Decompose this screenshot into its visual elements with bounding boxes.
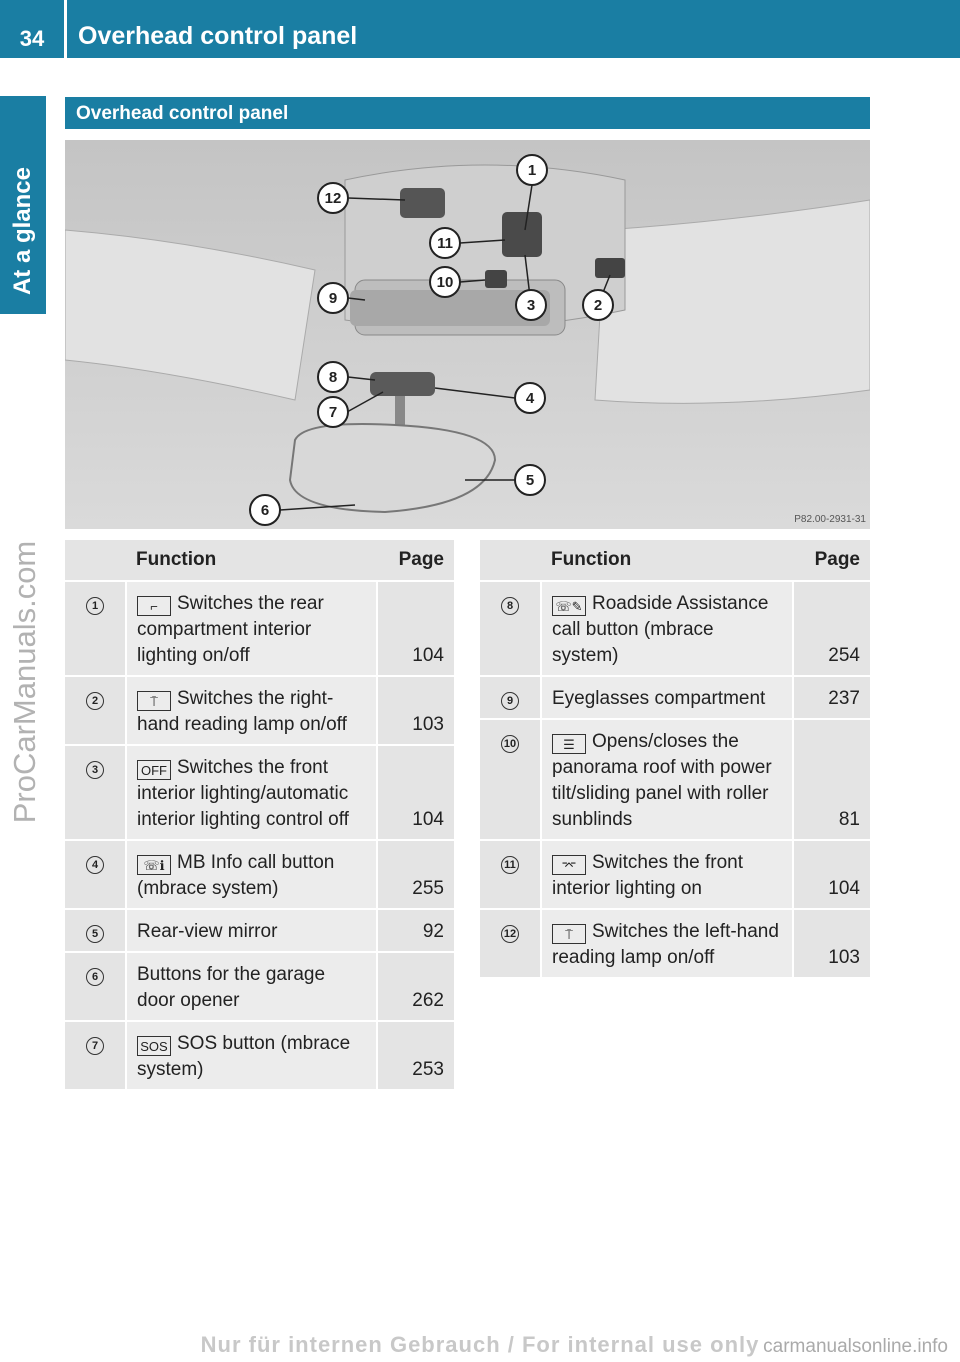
page-ref: 255 xyxy=(377,840,454,909)
callout-4 xyxy=(515,383,545,413)
table-row xyxy=(65,581,454,676)
page-ref: 104 xyxy=(377,745,454,840)
column-header-function: Function xyxy=(126,540,377,581)
function-text: Rear-view mirror xyxy=(137,921,278,942)
table-header-row xyxy=(65,540,454,581)
svg-text:11: 11 xyxy=(437,235,453,252)
table-row xyxy=(65,676,454,745)
callout-8 xyxy=(318,362,348,392)
function-cell xyxy=(126,840,377,909)
callout-9 xyxy=(318,283,348,313)
function-text: SOS button (mbrace system) xyxy=(137,1033,351,1080)
item-number: 1 xyxy=(86,597,104,615)
function-text: MB Info call button (mbrace system) xyxy=(137,852,335,899)
overhead-panel-drawing xyxy=(65,140,870,529)
function-text: Eyeglasses compartment xyxy=(552,688,766,709)
page-number: 34 xyxy=(19,26,45,51)
svg-text:4: 4 xyxy=(525,390,535,407)
callout-3 xyxy=(516,290,546,320)
column-header-page: Page xyxy=(377,540,454,581)
function-cell xyxy=(126,581,377,676)
function-text: Roadside Assistance call button (mbrace system) xyxy=(552,593,769,666)
reading-lamp-icon: ⍑ xyxy=(137,691,171,711)
page-ref: 104 xyxy=(793,840,870,909)
function-cell xyxy=(541,909,793,978)
page-ref: 253 xyxy=(377,1021,454,1090)
footer-watermark: Nur für internen Gebrauch / For internal use only xyxy=(200,1332,760,1357)
callout-6 xyxy=(250,495,280,525)
footer-site: carmanualsonline.info xyxy=(763,1336,948,1357)
page-ref: 103 xyxy=(793,909,870,978)
roadside-call-icon: ☏✎ xyxy=(552,596,586,616)
function-cell xyxy=(541,840,793,909)
function-table-right xyxy=(480,540,870,979)
callout-2 xyxy=(583,290,613,320)
column-header-function: Function xyxy=(541,540,793,581)
table-row xyxy=(65,840,454,909)
page-ref: 81 xyxy=(793,719,870,840)
column-header-page: Page xyxy=(793,540,870,581)
function-text: Switches the right-hand reading lamp on/off xyxy=(137,688,347,735)
column-header-number xyxy=(480,540,541,581)
table-row xyxy=(480,840,870,909)
sos-icon: SOS xyxy=(137,1036,171,1056)
table-row xyxy=(480,581,870,676)
svg-text:2: 2 xyxy=(593,297,603,314)
function-cell xyxy=(126,952,377,1021)
function-cell xyxy=(126,1021,377,1090)
item-number: 11 xyxy=(501,856,519,874)
function-cell xyxy=(541,676,793,719)
table-header-row xyxy=(480,540,870,581)
panorama-roof-icon: ☰ xyxy=(552,734,586,754)
function-text: Switches the rear compartment interior lighting on/off xyxy=(137,593,324,666)
svg-text:5: 5 xyxy=(525,472,535,489)
svg-text:7: 7 xyxy=(328,404,338,421)
item-number: 10 xyxy=(501,735,519,753)
function-text: Switches the front interior lighting/automatic interior lighting control off xyxy=(137,757,349,830)
item-number: 2 xyxy=(86,692,104,710)
callout-11 xyxy=(430,228,460,258)
item-number: 6 xyxy=(86,968,104,986)
function-text: Switches the front interior lighting on xyxy=(552,852,744,899)
function-cell xyxy=(126,676,377,745)
column-header-number xyxy=(65,540,126,581)
overhead-panel-illustration xyxy=(65,140,870,529)
info-call-icon: ☏ℹ xyxy=(137,855,171,875)
function-cell xyxy=(541,719,793,840)
table-row xyxy=(480,909,870,978)
callout-1 xyxy=(517,155,547,185)
svg-text:6: 6 xyxy=(260,502,270,519)
page-ref: 254 xyxy=(793,581,870,676)
item-number: 12 xyxy=(501,925,519,943)
function-text: Switches the left-hand reading lamp on/off xyxy=(552,921,779,968)
page-ref: 104 xyxy=(377,581,454,676)
svg-text:1: 1 xyxy=(527,162,537,179)
table-row xyxy=(480,676,870,719)
front-light-icon: ⌤ xyxy=(552,855,586,875)
light-off-icon: OFF xyxy=(137,760,171,780)
svg-text:3: 3 xyxy=(526,297,536,314)
table-row xyxy=(480,719,870,840)
section-title: Overhead control panel xyxy=(65,97,870,129)
callout-7 xyxy=(318,397,348,427)
item-number: 9 xyxy=(501,692,519,710)
function-cell xyxy=(126,745,377,840)
header-divider xyxy=(64,0,67,58)
callout-5 xyxy=(515,465,545,495)
side-tab-label: At a glance xyxy=(9,166,36,296)
svg-text:8: 8 xyxy=(328,369,338,386)
item-number: 5 xyxy=(86,925,104,943)
table-row xyxy=(65,952,454,1021)
figure-code: P82.00-2931-31 xyxy=(794,514,866,525)
function-text: Opens/closes the panorama roof with power tilt/sliding panel with roller sunblinds xyxy=(552,731,772,830)
function-cell xyxy=(126,909,377,952)
function-table-left xyxy=(65,540,454,1091)
svg-text:9: 9 xyxy=(328,290,338,307)
table-row xyxy=(65,909,454,952)
table-row xyxy=(65,745,454,840)
function-text: Buttons for the garage door opener xyxy=(137,964,326,1011)
page-ref: 92 xyxy=(377,909,454,952)
item-number: 4 xyxy=(86,856,104,874)
rear-light-icon: ⌐ xyxy=(137,596,171,616)
page-title: Overhead control panel xyxy=(78,22,358,50)
svg-text:10: 10 xyxy=(436,274,454,291)
item-number: 8 xyxy=(501,597,519,615)
callout-12 xyxy=(318,183,348,213)
svg-text:12: 12 xyxy=(324,190,342,207)
item-number: 7 xyxy=(86,1037,104,1055)
page-ref: 103 xyxy=(377,676,454,745)
callout-10 xyxy=(430,267,460,297)
reading-lamp-icon: ⍑ xyxy=(552,924,586,944)
table-row xyxy=(65,1021,454,1090)
function-cell xyxy=(541,581,793,676)
page-ref: 262 xyxy=(377,952,454,1021)
page-ref: 237 xyxy=(793,676,870,719)
item-number: 3 xyxy=(86,761,104,779)
side-watermark: ProCarManuals.com xyxy=(7,540,42,824)
